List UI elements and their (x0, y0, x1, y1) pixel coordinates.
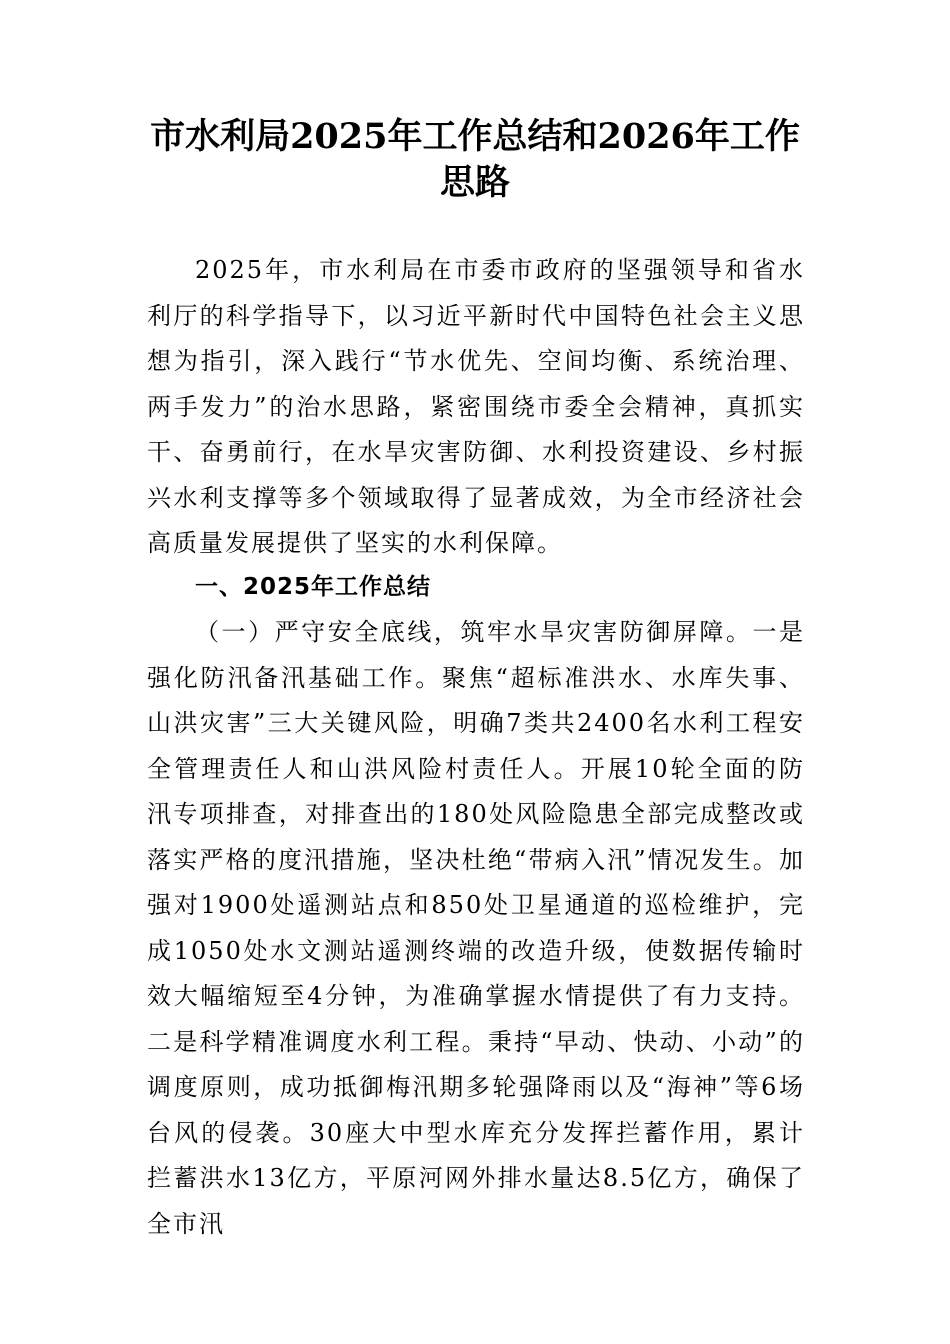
section-heading-work-summary: 一、2025年工作总结 (195, 574, 432, 600)
section-one-paragraph: （一）严守安全底线，筑牢水旱灾害防御屏障。一是强化防汛备汛基础工作。聚焦“超标准洪水、水库失事、山洪灾害”三大关键风险，明确7类共2400名水利工程安全管理责任人和山洪风险村责任人。开展10轮全面的防汛专项排查，对排查出的180处风险隐患全部完成整改或落实严格的度汛措施，坚决杜绝“带病入汛”情况发生。加强对1900处遥测站点和850处卫星通道的巡检维护，完成1050处水文测站遥测终端的改造升级，使数据传输时效大幅缩短至4分钟，为准确掌握水情提供了有力支持。二是科学精准调度水利工程。秉持“早动、快动、小动”的调度原则，成功抵御梅汛期多轮强降雨以及“海神”等6场台风的侵袭。30座大中型水库充分发挥拦蓄作用，累计拦蓄洪水13亿方，平原河网外排水量达8.5亿方，确保了全市汛 (147, 618, 805, 1238)
document-title: 市水利局2025年工作总结和2026年工作思路 (150, 116, 800, 203)
intro-paragraph: 2025年，市水利局在市委市政府的坚强领导和省水利厅的科学指导下，以习近平新时代中国特色社会主义思想为指引，深入践行“节水优先、空间均衡、系统治理、两手发力”的治水思路，紧密围绕市委全会精神，真抓实干、奋勇前行，在水旱灾害防御、水利投资建设、乡村振兴水利支撑等多个领域取得了显著成效，为全市经济社会高质量发展提供了坚实的水利保障。 (147, 256, 805, 557)
